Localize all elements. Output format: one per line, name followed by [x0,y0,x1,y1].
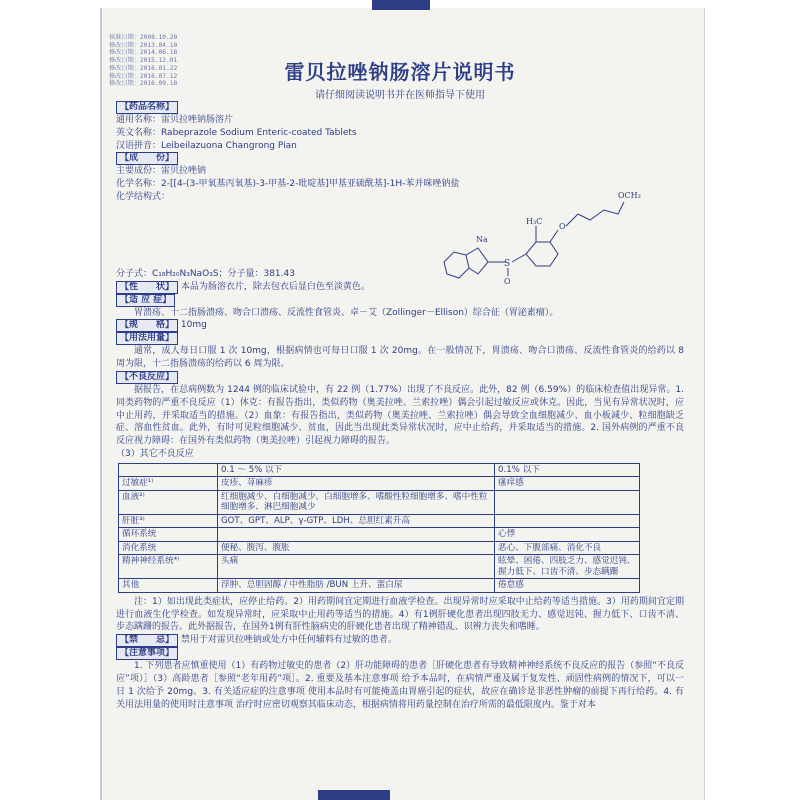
contraindications-text: 禁用于对雷贝拉唑钠或处方中任何辅料有过敏的患者。 [180,635,397,646]
english-name: 英文名称：Rabeprazole Sodium Enteric-coated Tablets [116,127,357,138]
oxide-o-label: O [504,277,511,286]
section-properties: 【性 状】 [116,281,178,294]
pinyin-name: 汉语拼音：Leibeilazuona Changrong Pian [116,140,297,151]
structure-space [116,204,684,268]
s-label: S [504,259,511,269]
table-cell [495,514,640,528]
table-cell [218,528,495,542]
table-cell: 精神神经系统⁴⁾ [119,555,218,579]
generic-name: 通用名称：雷贝拉唑钠肠溶片 [116,115,234,125]
section-dosage: 【用法用量】 [116,332,178,345]
adverse-note: 注：1）如出现此类症状，应停止给药。2）用药期间宜定期进行血液学检查。出现异常时应采取中止给药等适当措施。3）用药期间宜定期进行血液生化学检查。如发现异常时，应采取中止用药等适当的措施。4）有1例肝硬化患者出现四肢无力、感觉迟钝、握力低下、口齿不清、步态蹒跚的报告。此外据报告，在国外1例有肝性脑病史的肝硬化患者出现了精神错乱、识辨力丧失和嗜睡。 [116,596,684,633]
section-indications: 【适 应 症】 [116,294,175,307]
date-line: 修改日期：2014.06.18 [109,49,178,57]
table-cell [119,463,218,477]
table-cell [495,490,640,514]
na-label: Na [476,235,488,244]
table-cell: 浮肿、总胆固醇 / 中性脂肪 /BUN 上升、蛋白尿 [218,579,495,593]
table-cell: 便秘、腹泻、腹胀 [218,541,495,555]
table-cell: 0.1% 以下 [495,463,640,477]
table-cell: 消化系统 [119,541,218,555]
top-tab-mark [372,0,430,10]
structure-label: 化学结构式： [116,191,171,202]
adverse-table [118,463,640,593]
table-row [119,514,640,528]
table-cell: 红细胞减少、白细胞减少、白细胞增多、嗜酸性粒细胞增多、嗜中性粒细胞增多、淋巴细胞减少 [218,490,495,514]
table-row [119,477,640,491]
table-cell: 血液²⁾ [119,490,218,514]
methyl-label: H₃C [526,217,543,226]
spec-text: 10mg [180,320,207,331]
ether-o-label: O [559,222,566,231]
section-spec: 【规 格】 [116,319,178,332]
table-cell: GOT、GPT、ALP、γ-GTP、LDH、总胆红素升高 [218,514,495,528]
table-row [119,528,640,542]
table-cell: 过敏症¹⁾ [119,477,218,491]
other-adverse-label: （3）其它不良反应 [116,448,194,459]
table-cell: 心悸 [495,528,640,542]
table-row [119,579,640,593]
leaflet-content [116,101,684,711]
date-line: 修改日期：2015.12.01 [109,57,178,65]
molecular-formula: 分子式：C₁₈H₂₀N₃NaO₃S；分子量：381.43 [116,268,295,279]
date-line: 修改日期：2013.04.10 [109,41,178,49]
dosage-text: 通常，成人每日口服 1 次 10mg，根据病情也可每日口服 1 次 20mg。在一般情况下，胃溃疡、吻合口溃疡、反流性食管炎的给药以 8 周为限，十二指肠溃疡的给药以 6 周为限。 [116,346,684,370]
methoxy-label: OCH₃ [618,191,641,200]
table-cell: 恶心、下腹部痛、消化不良 [495,541,640,555]
indications-text: 胃溃疡、十二指肠溃疡、吻合口溃疡、反流性食管炎、卓－艾（Zollinger－Ellison）综合征（胃泌素瘤）。 [134,307,559,318]
table-cell: 其他 [119,579,218,593]
section-drug-name: 【药品名称】 [116,101,178,114]
table-cell: 肝脏³⁾ [119,514,218,528]
table-cell: 循环系统 [119,528,218,542]
table-row [119,541,640,555]
section-composition: 【成 份】 [116,152,178,165]
date-line: 核准日期：2008.10.20 [109,34,178,41]
section-precautions: 【注意事项】 [116,647,178,660]
section-contraindications: 【禁 忌】 [116,634,178,647]
table-cell: 倦怠感 [495,579,640,593]
chemical-name: 化学名称：2-[[4-(3-甲氧基丙氧基)-3-甲基-2-吡啶基]甲基亚硫酰基]-1H-苯并咪唑钠盐 [116,179,460,190]
section-adverse: 【不良反应】 [116,371,178,384]
table-cell: 瘙痒感 [495,477,640,491]
document-subtitle: 请仔细阅读说明书并在医师指导下使用 [315,90,485,101]
table-cell: 头痛 [218,555,495,579]
date-line: 修改日期：2016.01.22 [109,64,178,72]
precautions-text: 1. 下列患者应慎重使用（1）有药物过敏史的患者（2）肝功能障碍的患者［肝硬化患者有导致精神神经系统不良反应的报告（参照“不良反应”项）］（3）高龄患者［参照“老年用药”项］。2. 重要及基本注意事项 给予本品时，在病情严重及属于复发性、顽固性病例的情况下，可以一日 1 次给予 20mg。3. 有关适应症的注意事项 使用本品时有可能掩盖由胃癌引起的症状，故应在确诊是非恶性肿瘤的前提下再行给药。4. 有关用法用量的使用时注意事项 治疗时应密切观察其临床动态，根据病情将用药量控制在治疗所需的最低限度内。鉴于对本 [116,661,684,710]
date-line: 修改日期：2016.09.18 [109,80,178,88]
table-cell: 眩晕、困倦、四肢乏力、感觉迟钝、握力低下、口齿不清、步态蹒跚 [495,555,640,579]
table-cell: 0.1 ～ 5% 以下 [218,463,495,477]
bottom-tab-mark [318,790,390,800]
table-cell: 皮疹、荨麻疹 [218,477,495,491]
date-line: 修改日期：2016.07.12 [109,72,178,80]
document-title: 雷贝拉唑钠肠溶片说明书 [284,60,516,84]
table-row [119,555,640,579]
table-header-row [119,463,640,477]
table-row [119,490,640,514]
properties-text: 本品为肠溶衣片，除去包衣后显白色至淡黄色。 [180,281,370,292]
main-ingredient: 主要成份：雷贝拉唑钠 [116,166,207,177]
adverse-text: 据报告，在总病例数为 1244 例的临床试验中，有 22 例（1.77%）出现了不良反应。此外，82 例（6.59%）的临床检查值出现异常。1. 同类药物的严重不良反应（1）休克：有报告指出，类似药物（奥美拉唑、兰索拉唑）偶会引起过敏反应或休克。因此，当见有异常状况时，应中止用药，并采取适当的措施。（2）血象：有报告指出，类似药物（奥美拉唑、兰索拉唑）偶会导致全血细胞减少、血小板减少、粒细胞缺乏症、溶血性贫血。此外，有时可见粒细胞减少、贫血，因此当出现此类异常状况时，应中止给药，并采取适当的措施。2. 国外病例的严重不良反应视力障碍：在国外有类似药物（奥美拉唑）引起视力障碍的报告。 [116,384,684,447]
